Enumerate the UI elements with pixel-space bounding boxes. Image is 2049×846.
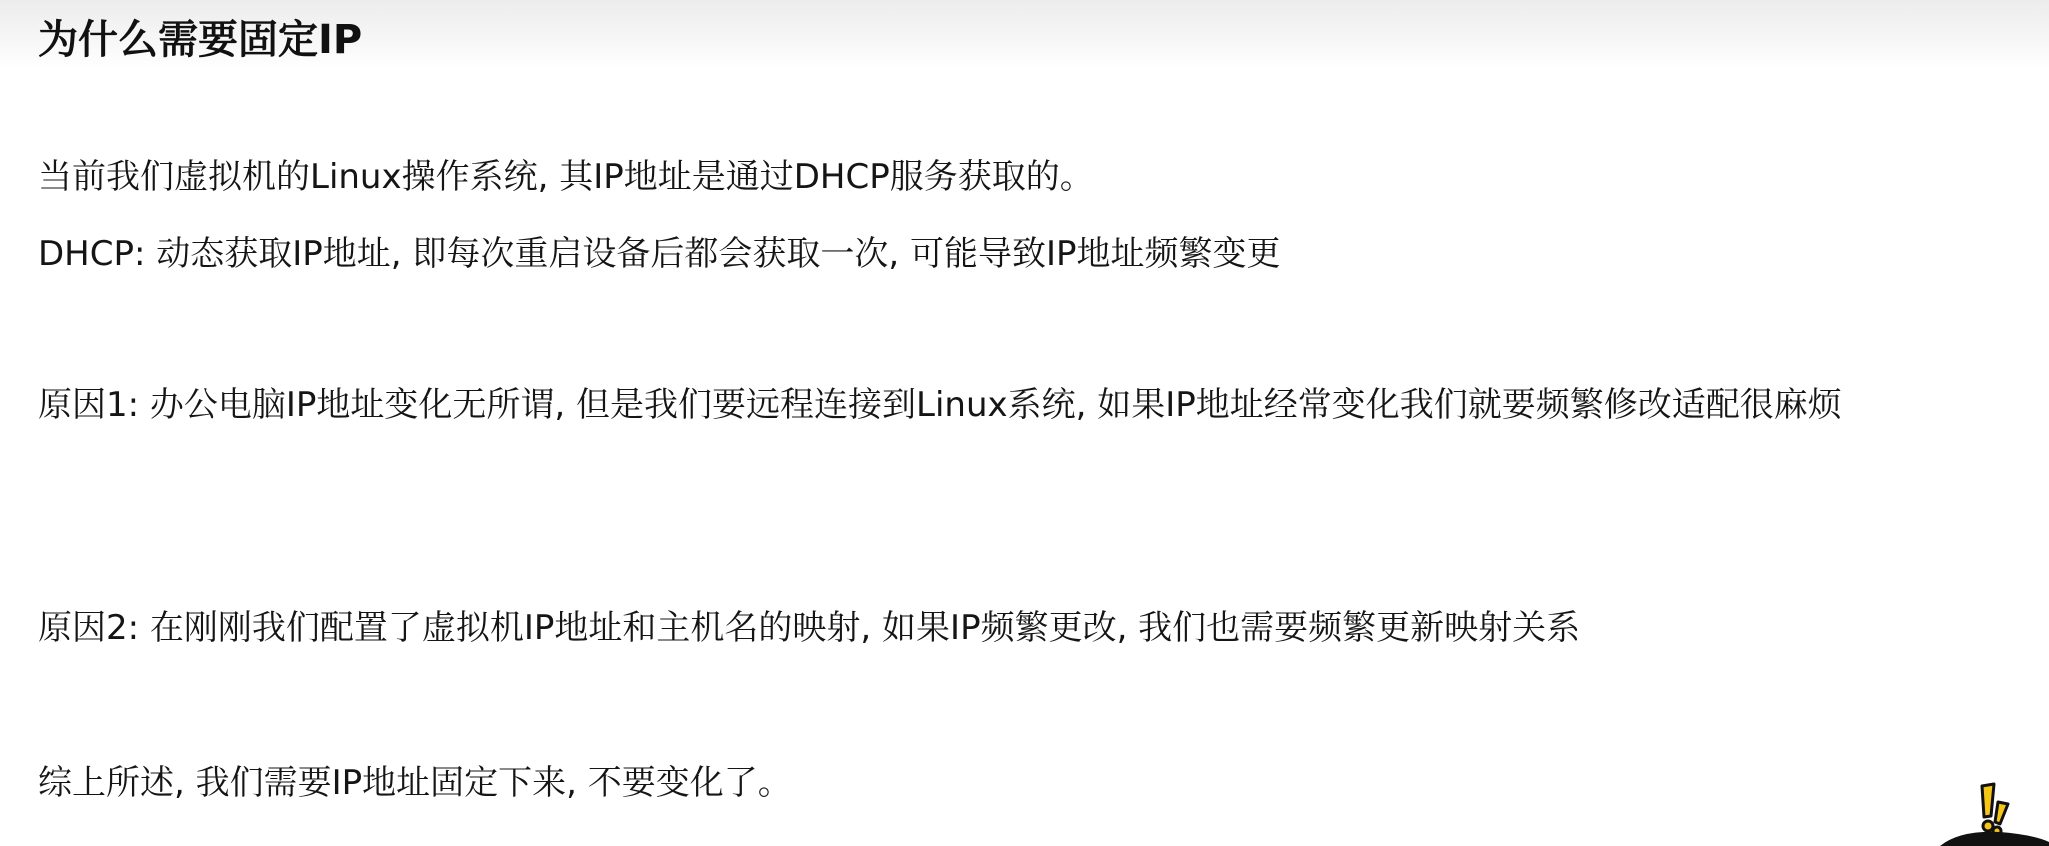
paragraph-reason-1: 原因1: 办公电脑IP地址变化无所谓, 但是我们要远程连接到Linux系统, 如果IP地址经常变化我们就要频繁修改适配很麻烦 (38, 385, 1842, 425)
paragraph-reason-2: 原因2: 在刚刚我们配置了虚拟机IP地址和主机名的映射, 如果IP频繁更改, 我们也需要频繁更新映射关系 (38, 608, 1581, 648)
page-title: 为什么需要固定IP (38, 17, 363, 63)
paragraph-dhcp-intro: 当前我们虚拟机的Linux操作系统, 其IP地址是通过DHCP服务获取的。 (38, 157, 1094, 197)
exclamation-icon (1982, 784, 2008, 835)
paragraph-dhcp-definition: DHCP: 动态获取IP地址, 即每次重启设备后都会获取一次, 可能导致IP地址频繁变更 (38, 234, 1281, 274)
mascot-icon (1920, 780, 2049, 846)
paragraph-conclusion: 综上所述, 我们需要IP地址固定下来, 不要变化了。 (38, 763, 792, 803)
